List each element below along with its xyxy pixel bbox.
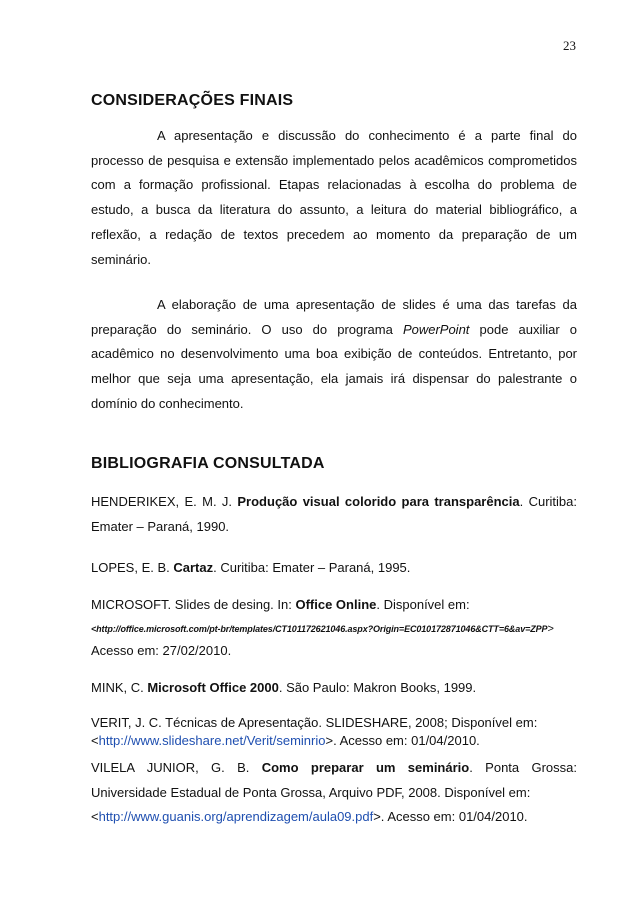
reference-details: . Curitiba: Emater – Paraná, 1990. [91, 494, 577, 534]
reference-author: MINK, C. [91, 680, 148, 695]
considerations-paragraph-1: A apresentação e discussão do conhecimento é a parte final do processo de pesquisa e extensão implementado pelos acadêmicos comprometidos com a formação profissional. Etapas relacionadas à escolha do problema de estudo, a busca da literatura do assunto, a leitura do material bibliográfico, a reflexão, a redação de textos precedem ao momento da preparação de um seminário. [91, 128, 577, 267]
section-title-considerations: CONSIDERAÇÕES FINAIS [91, 92, 294, 109]
reference-title: Cartaz [173, 560, 214, 575]
url-close: > [547, 622, 554, 635]
reference-vilela-url-line [91, 805, 577, 830]
powerpoint-term: PowerPoint [402, 321, 470, 337]
reference-details: . Ponta Grossa: Universidade Estadual de Ponta Grossa, Arquivo PDF, 2008. Disponível em: [91, 760, 577, 800]
reference-microsoft [91, 593, 577, 663]
reference-mink [91, 676, 577, 701]
reference-title: Como preparar um seminário [261, 760, 470, 775]
reference-verit-line-2 [91, 732, 577, 750]
reference-lopes [91, 556, 577, 581]
reference-microsoft-line-3: Acesso em: 27/02/2010. [91, 642, 232, 658]
reference-details: . Curitiba: Emater – Paraná, 1995. [213, 560, 411, 575]
section-title-bibliography: BIBLIOGRAFIA CONSULTADA [91, 455, 325, 472]
reference-details: VERIT, J. C. Técnicas de Apresentação. SLIDESHARE, 2008; Disponível em: [91, 715, 538, 730]
reference-title: Office Online [295, 597, 377, 612]
considerations-paragraph-2 [91, 293, 577, 417]
reference-vilela-text [91, 756, 577, 805]
paragraph-2-text-end: pode auxiliar o acadêmico no desenvolvimento uma boa exibição de conteúdos. Entretanto, por melhor que seja uma apresentação, ela jamais irá dispensar do palestrante o domínio do conhecimento. [91, 321, 577, 411]
microsoft-url[interactable]: <http://office.microsoft.com/pt-br/templates/CT101172621046.aspx?Origin=EC010172871046&CTT=6&av=ZPP [91, 623, 548, 634]
reference-author: HENDERIKEX, E. M. J. [91, 494, 238, 509]
reference-henderikex [91, 490, 577, 539]
paragraph-2-text-start: A elaboração de uma apresentação de slides é uma das tarefas da preparação do seminário. O uso do programa [91, 297, 577, 337]
url-open: < [91, 733, 99, 748]
reference-access: >. Acesso em: 01/04/2010. [325, 733, 480, 748]
url-open: < [91, 809, 99, 824]
guanis-url-link[interactable]: http://www.guanis.org/aprendizagem/aula09.pdf [98, 809, 374, 824]
page-number: 23 [563, 38, 576, 53]
reference-verit [91, 714, 577, 750]
reference-microsoft-line-2 [91, 618, 577, 639]
reference-author: VILELA JUNIOR, G. B. [91, 760, 262, 775]
reference-access: >. Acesso em: 01/04/2010. [373, 809, 528, 824]
reference-author: LOPES, E. B. [91, 560, 174, 575]
reference-microsoft-line-1 [91, 593, 577, 618]
verit-url-link[interactable]: http://www.slideshare.net/Verit/seminrio [98, 733, 326, 748]
reference-vilela [91, 756, 577, 830]
reference-title: Produção visual colorido para transparência [237, 494, 520, 509]
reference-author: MICROSOFT. Slides de desing. In: [91, 597, 296, 612]
reference-title: Microsoft Office 2000 [147, 680, 279, 695]
reference-details: . Disponível em: [376, 597, 470, 612]
reference-details: . São Paulo: Makron Books, 1999. [278, 680, 477, 695]
